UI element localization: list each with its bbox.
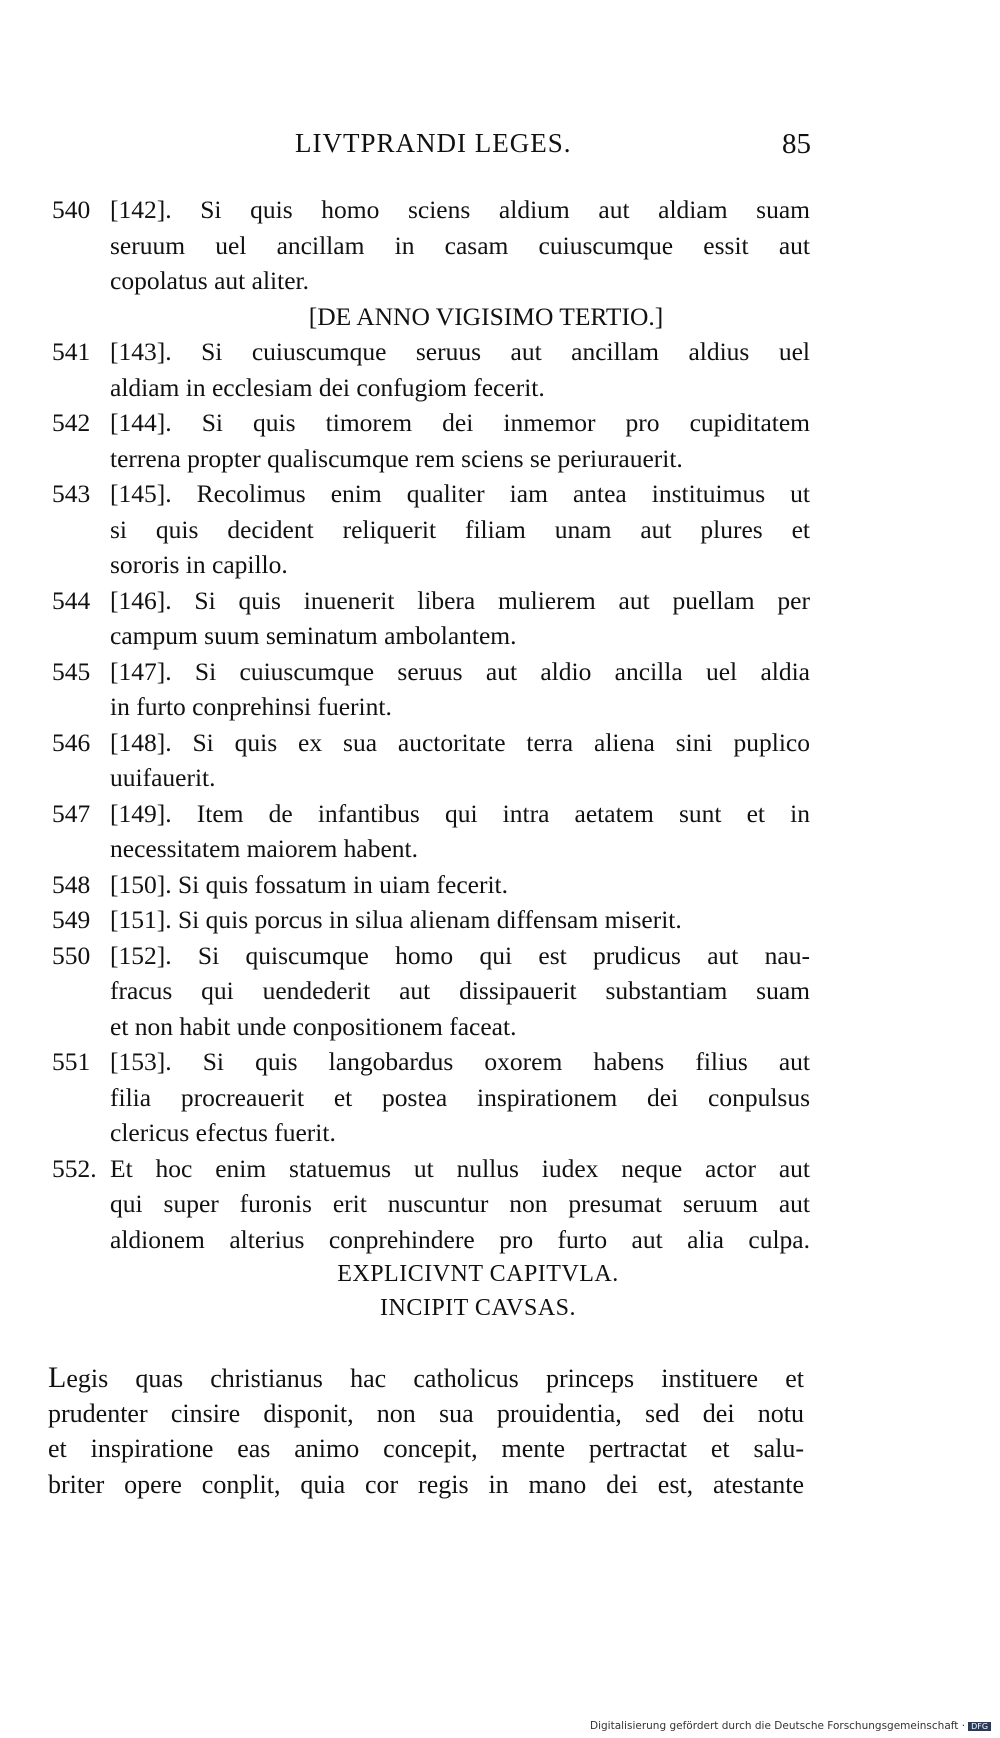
law-entry (0, 796, 1000, 867)
entry-line: [151]. Si quis porcus in silua alienam diffensam miserit. (110, 905, 682, 934)
law-entry (0, 654, 1000, 725)
entry-number: 542 (52, 408, 91, 437)
paragraph-line: prudenter cinsire disponit, non sua prouidentia, sed dei notu (48, 1398, 804, 1428)
entry-number: 552. (52, 1153, 97, 1183)
year-heading (0, 299, 1000, 335)
paragraph-line: Legis quas christianus hac catholicus princeps instituere et (48, 1361, 804, 1394)
entry-line: qui super furonis erit nuscuntur non presumat seruum aut (110, 1189, 810, 1218)
law-entry (0, 334, 1000, 405)
entry-line: [143]. Si cuiuscumque seruus aut ancillam aldius uel (110, 337, 810, 366)
law-entry (0, 405, 1000, 476)
entry-number: 550 (52, 940, 91, 970)
entry-line: [153]. Si quis langobardus oxorem habens filius aut (110, 1047, 810, 1076)
law-entry (0, 902, 1000, 938)
entry-line: [147]. Si cuiuscumque seruus aut aldio ancilla uel aldia (110, 656, 810, 686)
entry-number: 551 (52, 1047, 91, 1076)
page-number: 85 (782, 128, 811, 160)
entry-line: [146]. Si quis inuenerit libera mulierem aut puellam per (110, 585, 810, 615)
entry-line: [144]. Si quis timorem dei inmemor pro cupiditatem (110, 408, 810, 437)
law-entry (0, 583, 1000, 654)
entry-number: 544 (52, 585, 91, 615)
entry-line: fracus qui uendederit aut dissipauerit substantiam suam (110, 976, 810, 1005)
entry-number: 546 (52, 727, 91, 757)
paragraph-line: et inspiratione eas animo concepit, mente pertractat et salu- (48, 1434, 804, 1463)
entry-line: et non habit unde conpositionem faceat. (110, 1011, 517, 1041)
entry-number: 541 (52, 337, 91, 366)
dfg-logo: DFG (968, 1722, 991, 1731)
running-title: LIVTPRANDI LEGES. (295, 128, 572, 158)
entry-line: [145]. Recolimus enim qualiter iam antea instituimus ut (110, 479, 810, 508)
paragraph-line: briter opere conplit, quia cor regis in mano dei est, atestante (48, 1469, 804, 1499)
entry-line: [148]. Si quis ex sua auctoritate terra aliena sini puplico (110, 727, 810, 757)
entry-number: 547 (52, 798, 91, 828)
prologue-paragraph (0, 1360, 1000, 1502)
incipit-heading: INCIPIT CAVSAS. (380, 1295, 576, 1321)
law-entry (0, 725, 1000, 796)
entry-line: filia procreauerit et postea inspirationem dei conpulsus (110, 1082, 810, 1112)
entry-number: 543 (52, 479, 91, 508)
entry-line: [149]. Item de infantibus qui intra aetatem sunt et in (110, 798, 810, 828)
entry-line: sororis in capillo. (110, 550, 288, 579)
law-entry (0, 1151, 1000, 1258)
entry-line: [142]. Si quis homo sciens aldium aut aldiam suam (110, 195, 810, 224)
law-entry (0, 476, 1000, 583)
running-header (0, 128, 1000, 168)
entry-number: 548 (52, 869, 91, 899)
entry-line: in furto conprehinsi fuerint. (110, 692, 392, 721)
entry-line: campum suum seminatum ambolantem. (110, 621, 517, 650)
law-entry (0, 192, 1000, 299)
entry-line: si quis decident reliquerit filiam unam aut plures et (110, 514, 810, 544)
entry-number: 549 (52, 905, 91, 934)
digitization-credit (590, 1720, 991, 1732)
law-entry (0, 1044, 1000, 1151)
law-entry (0, 938, 1000, 1045)
entry-line: terrena propter qualiscumque rem sciens se periurauerit. (110, 443, 683, 473)
entry-line: Et hoc enim statuemus ut nullus iudex neque actor aut (110, 1153, 810, 1183)
entry-line: necessitatem maiorem habent. (110, 834, 419, 863)
law-entries-list (0, 192, 1000, 1325)
law-entry (0, 867, 1000, 903)
entry-number: 545 (52, 656, 91, 686)
entry-line: uuifauerit. (110, 763, 216, 792)
entry-line: [152]. Si quiscumque homo qui est prudicus aut nau- (110, 940, 810, 970)
explicit-heading: EXPLICIVNT CAPITVLA. (337, 1261, 619, 1287)
entry-number: 540 (52, 195, 91, 224)
entry-line: clericus efectus fuerit. (110, 1118, 336, 1147)
entry-line: seruum uel ancillam in casam cuiuscumque essit aut (110, 230, 810, 260)
credit-text: Digitalisierung gefördert durch die Deutsche Forschungsgemeinschaft · (590, 1720, 966, 1732)
entry-line: aldionem alterius conprehindere pro furto aut alia culpa. (110, 1224, 810, 1254)
entry-line: aldiam in ecclesiam dei confugiom fecerit. (110, 372, 545, 402)
entry-line: copolatus aut aliter. (110, 266, 309, 295)
year-heading-text: [DE ANNO VIGISIMO TERTIO.] (308, 301, 664, 331)
entry-line: [150]. Si quis fossatum in uiam fecerit. (110, 869, 509, 899)
